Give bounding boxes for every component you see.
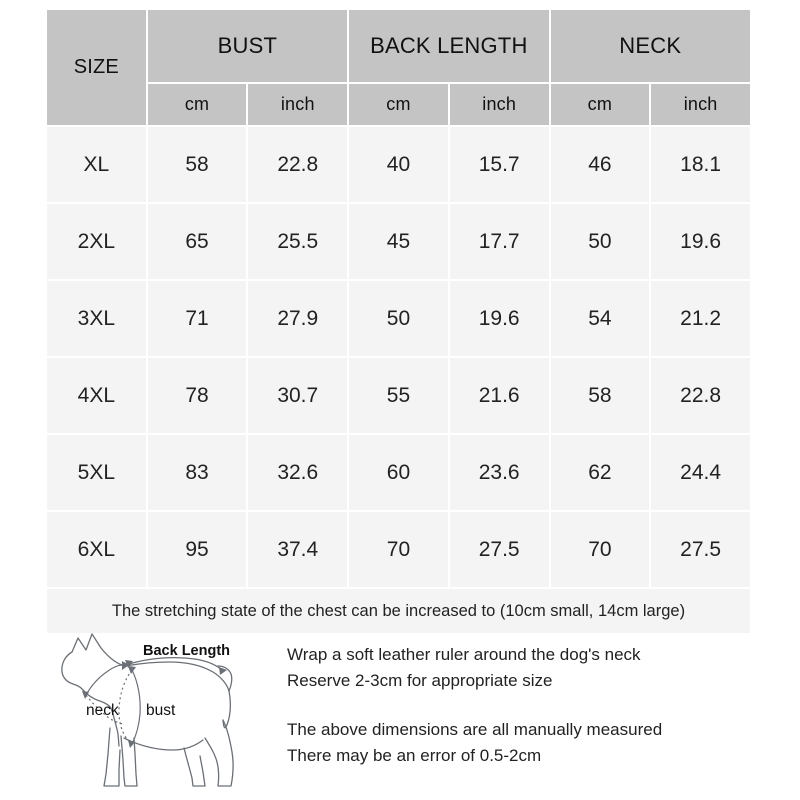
bottom-section — [45, 628, 755, 796]
cell-bust-cm: 65 — [148, 204, 247, 279]
cell-neck-cm: 58 — [551, 358, 650, 433]
instruction-line: There may be an error of 0.5-2cm — [287, 746, 542, 766]
cell-neck-inch: 27.5 — [651, 512, 750, 587]
cell-bust-inch: 32.6 — [248, 435, 347, 510]
instructions-panel — [275, 628, 755, 769]
bust-arrow-head — [128, 666, 136, 674]
cell-bust-inch: 27.9 — [248, 281, 347, 356]
table-header-row-units — [47, 84, 750, 125]
cell-neck-cm: 50 — [551, 204, 650, 279]
table-row — [47, 512, 750, 587]
cell-back-length-inch: 21.6 — [450, 358, 549, 433]
column-group-header-back-length: BACK LENGTH — [349, 10, 548, 82]
column-group-header-neck: NECK — [551, 10, 750, 82]
neck-measure-line — [86, 665, 125, 695]
cell-back-length-inch: 17.7 — [450, 204, 549, 279]
cell-back-length-cm: 50 — [349, 281, 448, 356]
label-neck: neck — [86, 702, 119, 719]
cell-size: 4XL — [47, 358, 146, 433]
table-row — [47, 281, 750, 356]
cell-neck-cm: 46 — [551, 127, 650, 202]
cell-size: 2XL — [47, 204, 146, 279]
cell-bust-inch: 30.7 — [248, 358, 347, 433]
bust-measure-line — [132, 670, 140, 744]
cell-neck-cm: 62 — [551, 435, 650, 510]
cell-bust-cm: 58 — [148, 127, 247, 202]
column-header-neck-inch: inch — [651, 84, 750, 125]
cell-neck-inch: 24.4 — [651, 435, 750, 510]
table-header — [47, 10, 750, 125]
instruction-line: Wrap a soft leather ruler around the dog's neck — [287, 645, 641, 664]
table-row — [47, 204, 750, 279]
column-header-neck-cm: cm — [551, 84, 650, 125]
size-chart-table-wrapper — [45, 8, 752, 635]
table-row — [47, 435, 750, 510]
cell-back-length-cm: 40 — [349, 127, 448, 202]
dog-outline-icon — [45, 628, 275, 796]
cell-size: 3XL — [47, 281, 146, 356]
label-back-length: Back Length — [143, 643, 231, 659]
bust-measure-line-dashed — [119, 670, 132, 744]
column-group-header-bust: BUST — [148, 10, 347, 82]
cell-back-length-inch: 15.7 — [450, 127, 549, 202]
cell-back-length-inch: 19.6 — [450, 281, 549, 356]
cell-back-length-inch: 27.5 — [450, 512, 549, 587]
cell-size: XL — [47, 127, 146, 202]
cell-neck-cm: 70 — [551, 512, 650, 587]
table-row — [47, 358, 750, 433]
cell-size: 5XL — [47, 435, 146, 510]
cell-neck-inch: 21.2 — [651, 281, 750, 356]
cell-bust-cm: 71 — [148, 281, 247, 356]
dog-measurement-diagram — [45, 628, 275, 796]
instruction-block-disclaimer — [287, 717, 755, 770]
cell-bust-inch: 22.8 — [248, 127, 347, 202]
cell-back-length-cm: 45 — [349, 204, 448, 279]
table-header-row-groups — [47, 10, 750, 82]
table-note-row — [47, 589, 750, 633]
instruction-line: The above dimensions are all manually measured — [287, 719, 663, 739]
cell-neck-inch: 19.6 — [651, 204, 750, 279]
cell-bust-cm: 83 — [148, 435, 247, 510]
cell-neck-inch: 22.8 — [651, 358, 750, 433]
cell-back-length-cm: 70 — [349, 512, 448, 587]
column-header-bust-inch: inch — [248, 84, 347, 125]
cell-bust-cm: 95 — [148, 512, 247, 587]
cell-neck-inch: 18.1 — [651, 127, 750, 202]
label-bust: bust — [146, 702, 176, 719]
column-header-size: SIZE — [47, 10, 146, 125]
cell-bust-inch: 37.4 — [248, 512, 347, 587]
column-header-bust-cm: cm — [148, 84, 247, 125]
cell-bust-inch: 25.5 — [248, 204, 347, 279]
back-length-measure-line — [129, 658, 223, 671]
cell-back-length-cm: 60 — [349, 435, 448, 510]
cell-back-length-cm: 55 — [349, 358, 448, 433]
cell-back-length-inch: 23.6 — [450, 435, 549, 510]
column-header-back-length-inch: inch — [450, 84, 549, 125]
column-header-back-length-cm: cm — [349, 84, 448, 125]
table-row — [47, 127, 750, 202]
cell-size: 6XL — [47, 512, 146, 587]
stretch-note: The stretching state of the chest can be increased to (10cm small, 14cm large) — [47, 589, 750, 633]
instruction-line: Reserve 2-3cm for appropriate size — [287, 671, 553, 691]
cell-neck-cm: 54 — [551, 281, 650, 356]
table-body — [47, 127, 750, 633]
size-chart-table — [45, 8, 752, 635]
cell-bust-cm: 78 — [148, 358, 247, 433]
instruction-block-measuring — [287, 642, 755, 695]
